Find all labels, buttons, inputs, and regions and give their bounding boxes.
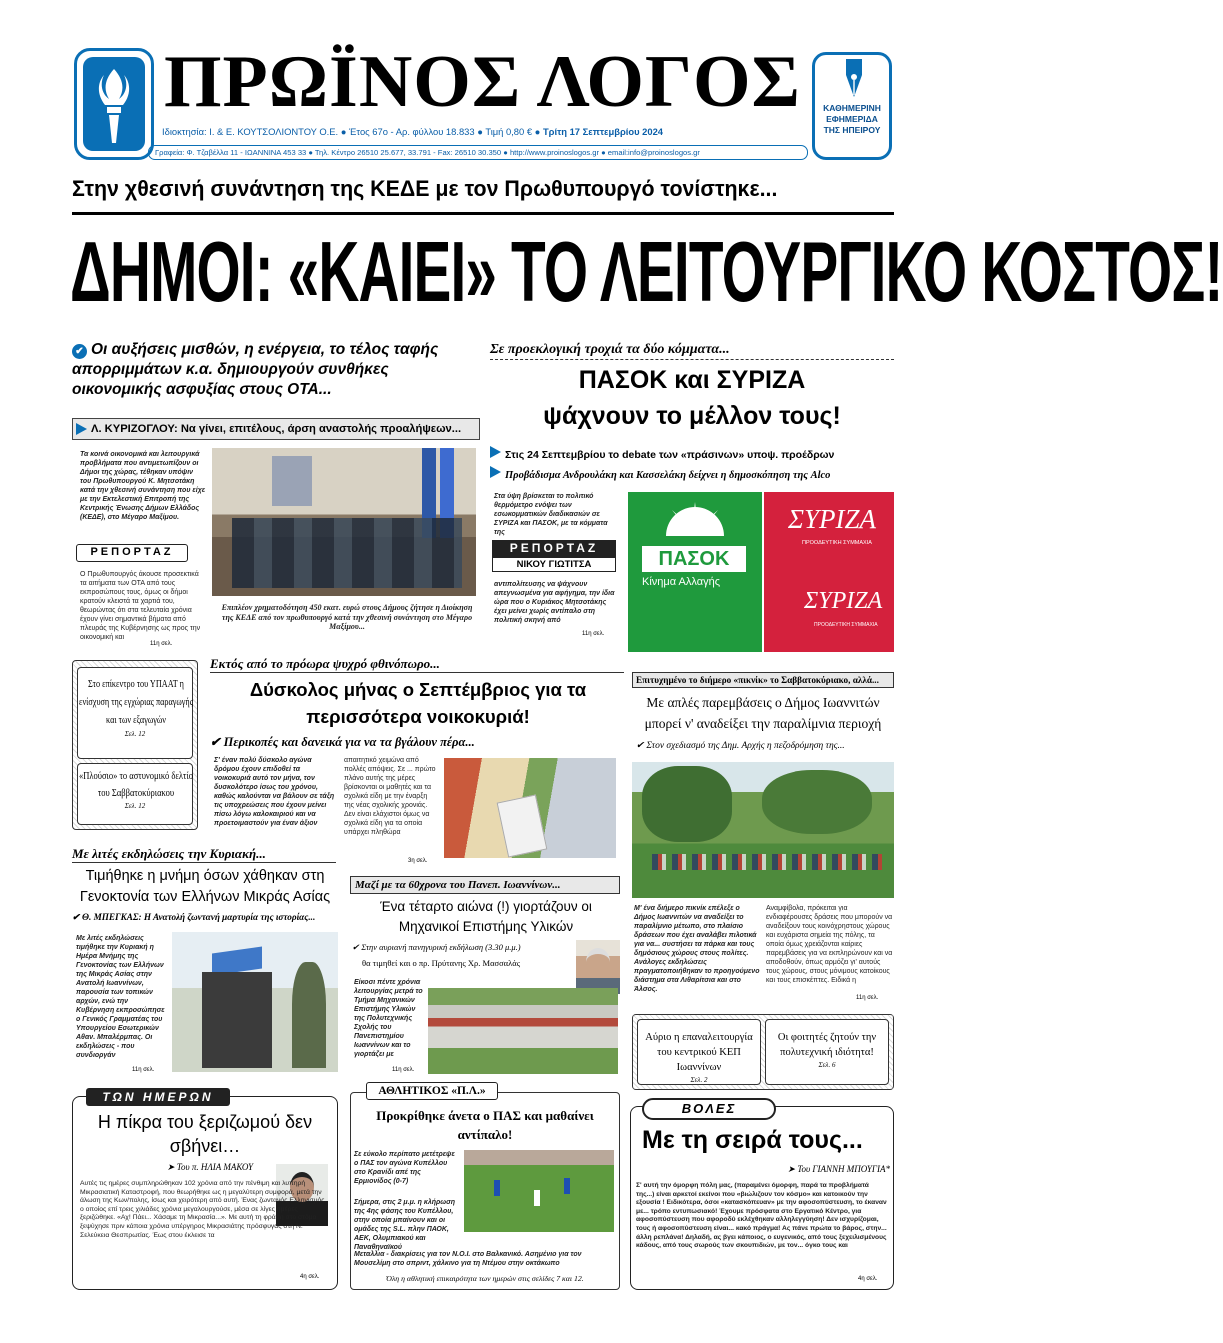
ioannina-kicker: Επιτυχημένο το διήμερο «πικνίκ» το Σαββατοκύριακο, αλλά...: [632, 672, 894, 688]
ownership: Ιδιοκτησία: Ι. & Ε. ΚΟΥΤΣΟΛΙΟΝΤΟΥ Ο.Ε.: [162, 126, 339, 137]
voles-label: ΒΟΛΕΣ: [642, 1098, 776, 1120]
university-page-ref: 11η σελ.: [392, 1067, 415, 1073]
year: Έτος 67ο: [349, 126, 388, 137]
kep-item-1[interactable]: Αύριο η επαναλειτουργία του κεντρικού ΚΕΠ Ιωαννίνων Σελ. 2: [637, 1019, 761, 1085]
sports-body-1: Σε εύκολο περίπατο μετέτρεψε ο ΠΑΣ τον αγώνα Κυπέλλου στο Κρανίδι απέ της Ερμιονίδος (0-7): [354, 1151, 455, 1185]
sports-body-3: Μεταλλια - διακρίσεις για τον Ν.Ο.Ι. στο Βαλκανικό. Ασημένιο για τον Μουσελίμη στο σπριντ, χάλκινο για τη Ντέμου στην οκτάκωπο: [354, 1251, 582, 1267]
newspaper-title: ΠΡΩΪΝΟΣ ΛΟΓΟΣ: [164, 41, 801, 123]
voles-page-ref: 4η σελ.: [858, 1276, 878, 1282]
pasok-bullet-2: Προβάδισμα Ανδρουλάκη και Κασσελάκη δείχνει η δημοσκόπηση της Alco: [490, 466, 894, 481]
ioannina-body-1: Μ' ένα διήμερο πικνίκ επέλεξε ο Δήμος Ιωαννιτών να αναδείξει το παραλίμνιο μέτωπο, στο πλαίσιο δράσεων που έχει αναλάβει πιλοτικά για να... συστήσει τα πάρκα και τους δημόσιους χώρους στους πολίτες. Ανάλογες εκδηλώσεις πραγματοποιήθηκαν το προηγούμενο διάστημα στα Λιθαρίτσια και στο Άλσος.: [634, 905, 760, 993]
lake-photo: [632, 762, 894, 898]
sports-label: ΑΘΛΗΤΙΚΟΣ «Π.Λ.»: [366, 1082, 498, 1100]
info-line: Ιδιοκτησία: Ι. & Ε. ΚΟΥΤΣΟΛΙΟΝΤΟΥ Ο.Ε. ● Έτος 67ο - Αρ. φύλλου 18.833 ● Τιμή 0,80 € ● Τρίτη 17 Σεπτεμβρίου 2024: [162, 126, 664, 137]
campus-photo: [428, 988, 618, 1074]
check-icon: ✔: [210, 735, 221, 749]
football-photo: [464, 1150, 614, 1232]
university-honor: θα τιμηθεί και ο πρ. Πρύτανης Χρ. Μασσαλάς: [362, 958, 521, 968]
check-icon: ✔: [352, 942, 360, 952]
main-kicker: Στην χθεσινή συνάντηση της ΚΕΔΕ με τον Πρωθυπουργό τονίστηκε...: [72, 176, 778, 201]
ioannina-body-2: Αναμφίβολα, πρόκειται για ενδιαφέρουσες δράσεις που μπορούν να αναδείξουν τους κοινόχρηστους χώρους και ευχάριστα σημεία της πόλης, τα οποία όμως χρειάζονται καίριες παρεμβάσεις για να εκπληρώνουν και να αποδοθούν, όπως αρμόζει γι' αυτούς τους χώρους, στους μόνιμους κατοίκους και τους επισκέπτες. Ειδικά η: [766, 905, 893, 984]
pasok-reportaz: ΡΕΠΟΡΤΑΖ: [492, 540, 616, 557]
main-page-ref: 11η σελ.: [150, 641, 173, 647]
main-body: Ο Πρωθυπουργός άκουσε προσεκτικά τα αιτήματα των ΟΤΑ από τους εκπροσώπους τους, όμως οι δήμοι κρατούν κλειστά τα χαρτιά του, θεωρώντας ότι στα τελευταία χρόνια έχουν γίνει σημαντικά βήματα από πλευράς της Κυβέρνησης ως προς την οικονομική και: [80, 571, 201, 641]
pasok-lead: Στα ύψη βρίσκεται το πολιτικό θερμόμετρο ενόψει των εσωκομματικών διαδικασιών σε ΣΥΡΙΖΑ και ΠΑΣΟΚ, με τα κόμματα της: [494, 493, 608, 536]
syriza-logo-panel: [764, 492, 894, 652]
monument-photo: [172, 932, 338, 1072]
pasok-bullet-1: Στις 24 Σεπτεμβρίου το debate των «πράσινων» υποψ. προέδρων: [490, 446, 894, 461]
september-page-ref: 3η σελ.: [408, 858, 428, 864]
price: Τιμή 0,80 €: [485, 126, 533, 137]
contact-line: Γραφεία: Φ. Τζαβέλλα 11 - ΙΩΑΝΝΙΝΑ 453 33 ● Τηλ. Κέντρο 26510 25.677, 33.791 - Fax: 26510 30.350 ● http://www.proinoslogos.gr ● email:info@proinoslogos.gr: [148, 145, 808, 160]
column-label: ΤΩΝ ΗΜΕΡΩΝ: [86, 1088, 230, 1106]
main-caption: Επιπλέον χρηματοδότηση 450 εκατ. ευρώ στους Δήμους ζήτησε η Διοίκηση της ΚΕΔΕ από τον πρωθυπουργό κατά την χθεσινή συνάντηση στο Μέγαρο Μαξίμου...: [221, 603, 473, 631]
syriza-logo-sub-2: ΠΡΟΟΔΕΥΤΙΚΗ ΣΥΜΜΑΧΙΑ: [814, 622, 878, 628]
main-lead: Τα κοινά οικονομικά και λειτουργικά προβλήματα που αντιμετωπίζουν οι Δήμοι της χώρας, τέθηκαν υπόψιν του Πρωθυπουργού Κ. Μητσοτάκη κατά την χθεσινή συνάντηση που είχε με την Εκτελεστική Επιτροπή της Κεντρικής Ένωσης Δήμων Ελλάδος (ΚΕΔΕ), στο Μέγαρο Μαξίμου.: [80, 451, 206, 521]
issue-number: Αρ. φύλλου 18.833: [395, 126, 475, 137]
sidebox-item-1[interactable]: Στο επίκεντρο του ΥΠΑΑΤ η ενίσχυση της εγχώριας παραγωγής και των εξαγωγών Σελ. 12: [77, 667, 193, 759]
column-body: Αυτές τις ημέρες συμπληρώθηκαν 102 χρόνια από την πένθιμη και λυπηρή Μικρασιατική Καταστροφή, που θεωρήθηκε ως η μεγαλύτερη συμφορά, μετά την άλωση της Κων/πολης, ίσως και χειρότερη από αυτή. Ένας ζωντανός Ελληνισμός, ο οποίος επί τρεις χιλιάδες χρόνια μεγαλουργούσε, μέσα σε λίγες ημέρες ξεριζώθηκε. «Αχ! Πάει... Χάσαμε τη Μικρασία...». Με αυτή τη φράση στο στόμα ξεψύχησε πριν κάποια χρόνια υπέργηρος Μικρασιάτης πρόσφυγας στη Ν. Σελεύκεια Θεσπρωτίας. Έως στου έκλεισε τα: [80, 1180, 327, 1239]
sidebox: [72, 660, 198, 830]
quote-bar: Λ. ΚΥΡΙΖΟΓΛΟΥ: Να γίνει, επιτέλους, άρση αναστολής προαλήψεων...: [72, 418, 480, 440]
check-icon: ✔: [72, 344, 87, 359]
column-page-ref: 4η σελ.: [300, 1274, 320, 1280]
check-icon: ✔: [72, 912, 80, 922]
sun-icon: [658, 498, 732, 538]
supermarket-photo: [444, 758, 616, 858]
pen-nib-icon: [842, 57, 866, 99]
september-body-2: απαιτητικό χειμώνα από πολλές απόψεις. Σε ... πρώτο πλάνο αυτής της μέρες βρίσκονται οι μαθητές και τα σχολικά είδη με την έναρξη της νέας σχολικής χρονιάς. Δεν είναι ελάχιστοι όμως να σχολικά είδη για τα οποία υπάρχει πληθώρα: [344, 757, 436, 836]
issue-date: Τρίτη 17 Σεπτεμβρίου 2024: [542, 126, 664, 137]
pasok-headline-1: ΠΑΣΟΚ και ΣΥΡΙΖΑ: [578, 366, 806, 394]
asia-body: Με λιτές εκδηλώσεις τιμήθηκε την Κυριακή η Ημέρα Μνήμης της Γενοκτονίας των Ελλήνων της Μικράς Ασίας στην Ανατολή Ιωαννίνων, παρουσία των τοπικών αρχών, ενώ την Κυβέρνηση εκπροσώπησε ο Γενικός Γραμματέας του Υπουργείου Εσωτερικών Αθαν. Μπαλέρμπας. Οι εκδηλώσεις - που συνδιοργάν: [76, 935, 165, 1059]
sports-footer: Όλη η αθλητική επικαιρότητα των ημερών στις σελίδες 7 και 12.: [386, 1274, 584, 1283]
check-icon: ✔: [636, 741, 644, 751]
voles-body: Σ' αυτή την όμορφη πόλη μας, (παραμένει όμορφη, παρά τα προβλήματά της...) είναι αρκετοί εκείνοι που «βιώλιζουν τον κόσμο» και κατοικούν την εξουσία ! Ειδικότερα, όσοι «κατασκόπευαν» με την αφοσοπύστευση, το έκαναν με... τρόπο εντυπωσιακό! Έχουμε πρόσφατα στο Εργατικό Κέντρο, για αφοσοπύστευση που αφοροδύ εκλέχθηκαν αλληλεγγύηση! Δεν ισχυρίζομαι, τους ή αφοσοπύστευση είναι... κακό πράγμα! Ας πάνε πρώτα το βάρος, στην... άλλη ρεπλάνα! Δηλαδή, ας βγει κάποιος, ο ευγενικός, από τους ξεχειλισμένους κάδους, από τους σωρούς των σκουπιδιών, με τον... όγκο τους και: [636, 1182, 887, 1250]
september-sub: ✔ Περικοπές και δανεικά για να τα βγάλουν πέρα...: [210, 735, 475, 749]
reportaz-label: ΡΕΠΟΡΤΑΖ: [76, 544, 188, 562]
ioannina-page-ref: 11η σελ.: [856, 995, 879, 1001]
ioannina-headline: Με απλές παρεμβάσεις ο Δήμος Ιωαννιτών μπορεί ν' αναδείξει την παραλίμνια περιοχή: [644, 695, 882, 731]
sports-headline: Προκρίθηκε άνετα ο ΠΑΣ και μαθαίνει αντίπαλο!: [376, 1108, 594, 1142]
kep-box: [632, 1014, 894, 1090]
september-headline: Δύσκολος μήνας ο Σεπτέμβριος για τα περισσότερα νοικοκυριά!: [249, 679, 587, 727]
syriza-logo-sub: ΠΡΟΟΔΕΥΤΙΚΗ ΣΥΜΜΑΧΙΑ: [802, 540, 872, 546]
column-headline: Η πίκρα του ξεριζωμού δεν σβήνει…: [97, 1112, 313, 1156]
torch-logo: [74, 48, 154, 160]
professor-photo: [576, 940, 620, 994]
arrow-icon: [490, 446, 501, 458]
column-author: ➤ Του π. ΗΛΙΑ ΜΑΚΟΥ: [166, 1162, 254, 1172]
arrow-icon: [490, 466, 501, 478]
daily-badge: [812, 52, 892, 160]
kep-item-2[interactable]: Οι φοιτητές ζητούν την πολυτεχνική ιδιότητα! Σελ. 6: [765, 1019, 889, 1085]
september-kicker: Εκτός από το πρόωρα ψυχρό φθινόπωρο...: [210, 656, 624, 673]
pasok-logo-text: ΠΑΣΟΚ: [642, 546, 746, 572]
arrow-icon: [76, 423, 87, 435]
sports-body-2: Σήμερα, στις 2 μ.μ. η κλήρωση της 4ης φάσης του Κυπέλλου, στην οποία μπαίνουν και οι ομάδες της S.L. πλην ΠΑΟΚ, ΑΕΚ, Ολυμπιακού και Παναθηναϊκού: [354, 1199, 456, 1251]
pasok-page-ref: 11η σελ.: [582, 631, 605, 637]
syriza-logo-text: ΣΥΡΙΖΑ: [788, 504, 877, 534]
voles-author: ➤ Του ΓΙΑΝΝΗ ΜΠΟΥΓΙΑ*: [787, 1164, 890, 1174]
ioannina-sub: ✔ Στον σχεδιασμό της Δημ. Αρχής η πεζοδρόμηση της...: [636, 741, 845, 751]
masthead: [72, 41, 892, 166]
pasok-headline-2: ψάχνουν το μέλλον τους!: [543, 402, 841, 430]
meeting-photo: [212, 448, 476, 596]
pasok-logo-sub: Κίνημα Αλλαγής: [642, 576, 720, 588]
main-headline: ΔΗΜΟΙ: «ΚΑΙΕΙ» ΤΟ ΛΕΙΤΟΥΡΓΙΚΟ ΚΟΣΤΟΣ!: [70, 222, 1223, 320]
asia-page-ref: 11η σελ.: [132, 1067, 155, 1073]
pasok-body: αντιπολίτευσης να ψάχνουν απεγνωσμένα για αφήγημα, την ίδια ώρα που ο Κυριάκος Μητσοτάκης έχει μείνει χωρίς αντίπαλο στη πολιτική σκηνή από: [494, 581, 615, 624]
university-headline: Ένα τέταρτο αιώνα (!) γιορτάζουν οι Μηχανικοί Επιστήμης Υλικών: [380, 899, 592, 934]
main-subhead: ✔ Οι αυξήσεις μισθών, η ενέργεια, το τέλος ταφής απορριμμάτων κ.α. δημιουργούν συνθήκες οικονομικής ασφυξίας στους ΟΤΑ...: [72, 341, 439, 398]
september-body-1: Σ' έναν πολύ δύσκολο αγώνα δρόμου έχουν επιδοθεί τα νοικοκυριά αυτό τον μήνα, τον δυσκολότερο ίσως του χρόνου, καθώς καλούνται να βάλουν σε τάξη τις υποχρεώσεις που έχουν μείνει πίσω λόγω καλοκαιριού και να προετοιμαστούν για έναν άξιον: [214, 757, 335, 827]
syriza-logo-text-2: ΣΥΡΙΖΑ: [804, 588, 883, 614]
university-kicker: Μαζί με τα 60χρονα του Πανεπ. Ιωαννίνων...: [350, 876, 620, 894]
university-sub: ✔ Στην αυριανή πανηγυρική εκδήλωση (3.30 μ.μ.): [352, 942, 521, 952]
pasok-author: ΝΙΚΟΥ ΓΙΩΤΙΤΣΑ: [492, 557, 616, 572]
asia-kicker: Με λιτές εκδηλώσεις την Κυριακή...: [72, 846, 336, 863]
asia-headline: Τιμήθηκε η μνήμη όσων χάθηκαν στη Γενοκτονία των Ελλήνων Μικράς Ασίας: [79, 868, 331, 905]
torch-icon: [83, 57, 145, 151]
voles-headline: Με τη σειρά τους...: [642, 1126, 863, 1154]
badge-text: ΚΑΘΗΜΕΡΙΝΗ ΕΦΗΜΕΡΙΔΑ ΤΗΣ ΗΠΕΙΡΟΥ: [823, 103, 881, 135]
pasok-kicker: Σε προεκλογική τροχιά τα δύο κόμματα...: [490, 342, 894, 360]
sidebox-item-2[interactable]: «Πλούσιο» το αστυνομικό δελτίο του Σαββατοκύριακου Σελ. 12: [77, 763, 193, 825]
pasok-logo-panel: [628, 492, 762, 652]
asia-sub: ✔ Θ. ΜΠΕΓΚΑΣ: Η Ανατολή ζωντανή μαρτυρία της ιστορίας...: [72, 912, 316, 922]
university-body: Είκοσι πέντε χρόνια λειτουργίας μετρά το Τμήμα Μηχανικών Επιστήμης Υλικών της Πολυτεχνικής Σχολής του Πανεπιστημίου Ιωαννίνων και το γιορτάζει με: [354, 979, 423, 1058]
